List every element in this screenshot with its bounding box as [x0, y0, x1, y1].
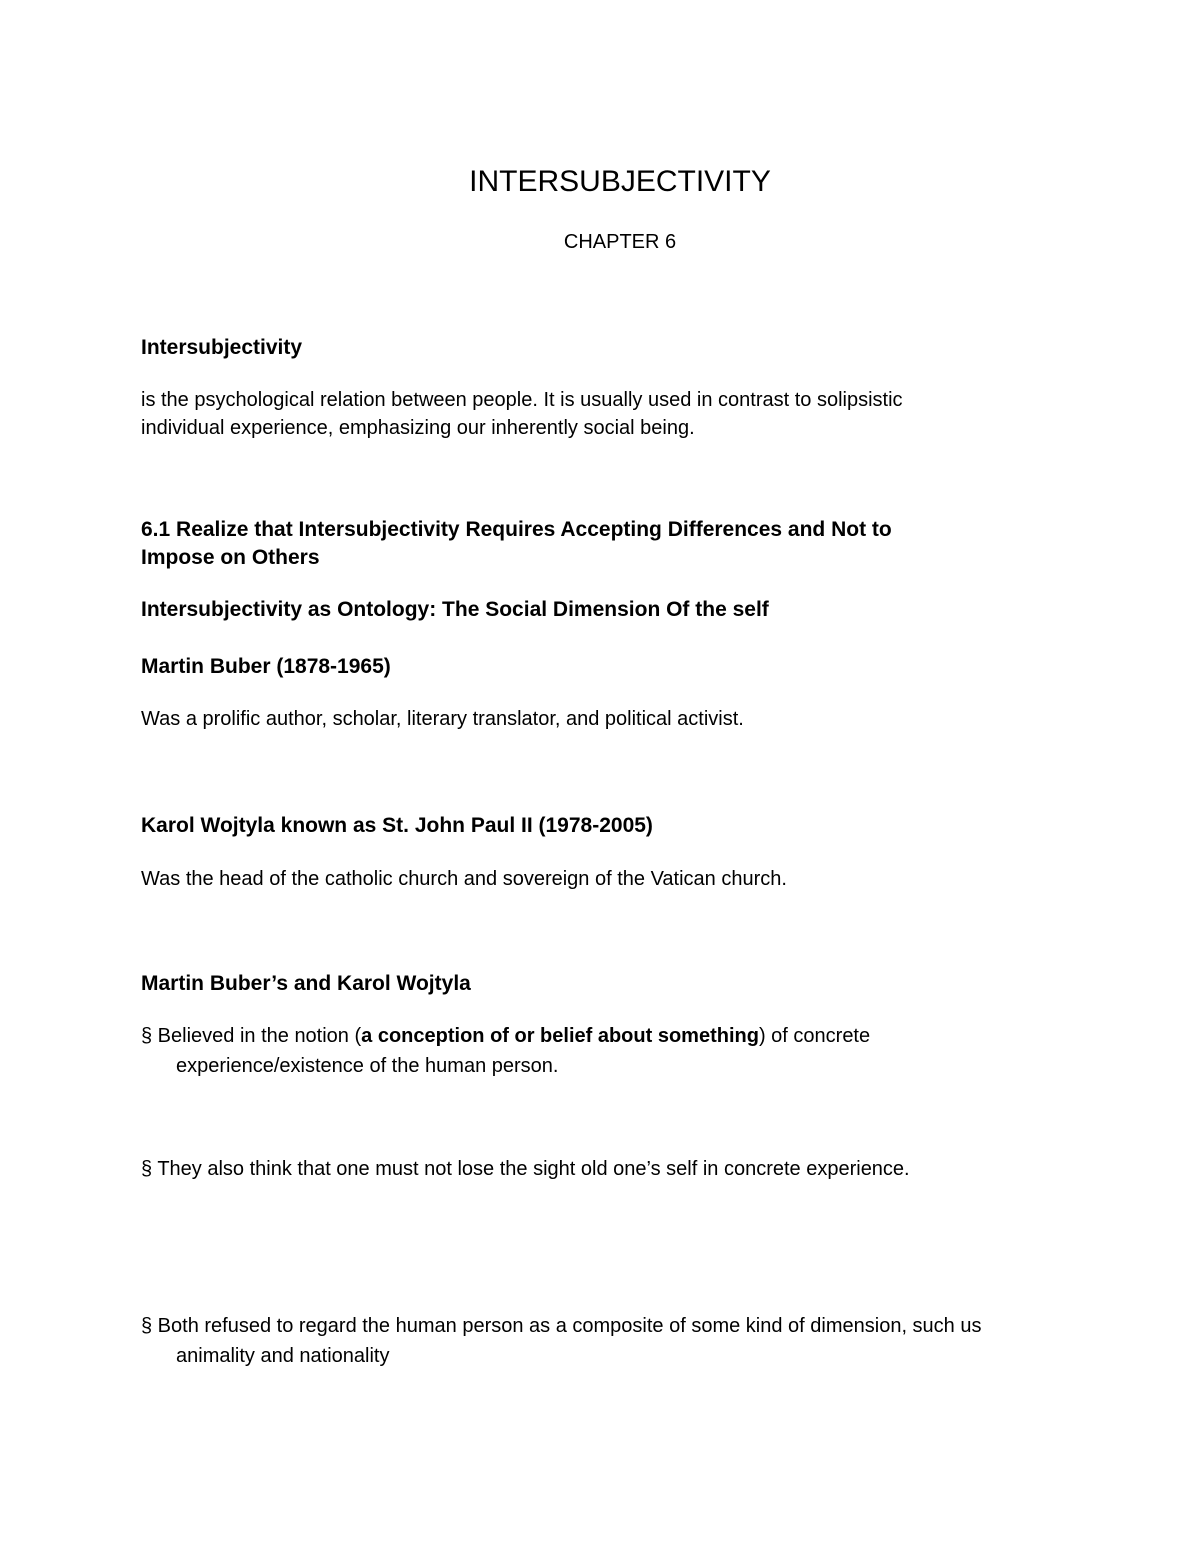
bullet-notion	[141, 1021, 870, 1081]
definition-term: Intersubjectivity	[141, 336, 303, 359]
buber-heading: Martin Buber (1878-1965)	[141, 655, 391, 678]
chapter-label: CHAPTER 6	[563, 231, 677, 253]
bullet-notion-prefix: § Believed in the notion (	[141, 1025, 362, 1047]
bullet-notion-bold: a conception of or belief about something	[361, 1025, 759, 1047]
bullet-notion-continuation: experience/existence of the human person.	[176, 1055, 559, 1077]
bullet-composite-line-1: § Both refused to regard the human person as a composite of some kind of dimension, such us	[141, 1315, 982, 1337]
section-subheading: Intersubjectivity as Ontology: The Social Dimension Of the self	[141, 598, 769, 621]
definition-text	[141, 386, 903, 442]
both-heading: Martin Buber’s and Karol Wojtyla	[141, 972, 471, 995]
bullet-composite	[141, 1311, 981, 1371]
bullet-sight: § They also think that one must not lose the sight old one’s self in concrete experience.	[141, 1158, 910, 1180]
definition-line-2: individual experience, emphasizing our inherently social being.	[141, 417, 695, 439]
buber-description: Was a prolific author, scholar, literary translator, and political activist.	[141, 708, 744, 730]
wojtyla-description: Was the head of the catholic church and sovereign of the Vatican church.	[141, 868, 787, 890]
bullet-notion-suffix: ) of concrete	[758, 1025, 871, 1047]
document-title: INTERSUBJECTIVITY	[469, 165, 771, 198]
bullet-composite-continuation: animality and nationality	[176, 1345, 390, 1367]
section-heading-line-2: Impose on Others	[141, 546, 320, 569]
wojtyla-heading: Karol Wojtyla known as St. John Paul II (1978-2005)	[141, 814, 653, 837]
section-heading	[141, 516, 892, 572]
definition-line-1: is the psychological relation between people. It is usually used in contrast to solipsistic	[141, 389, 903, 411]
section-heading-line-1: 6.1 Realize that Intersubjectivity Requires Accepting Differences and Not to	[141, 518, 892, 541]
